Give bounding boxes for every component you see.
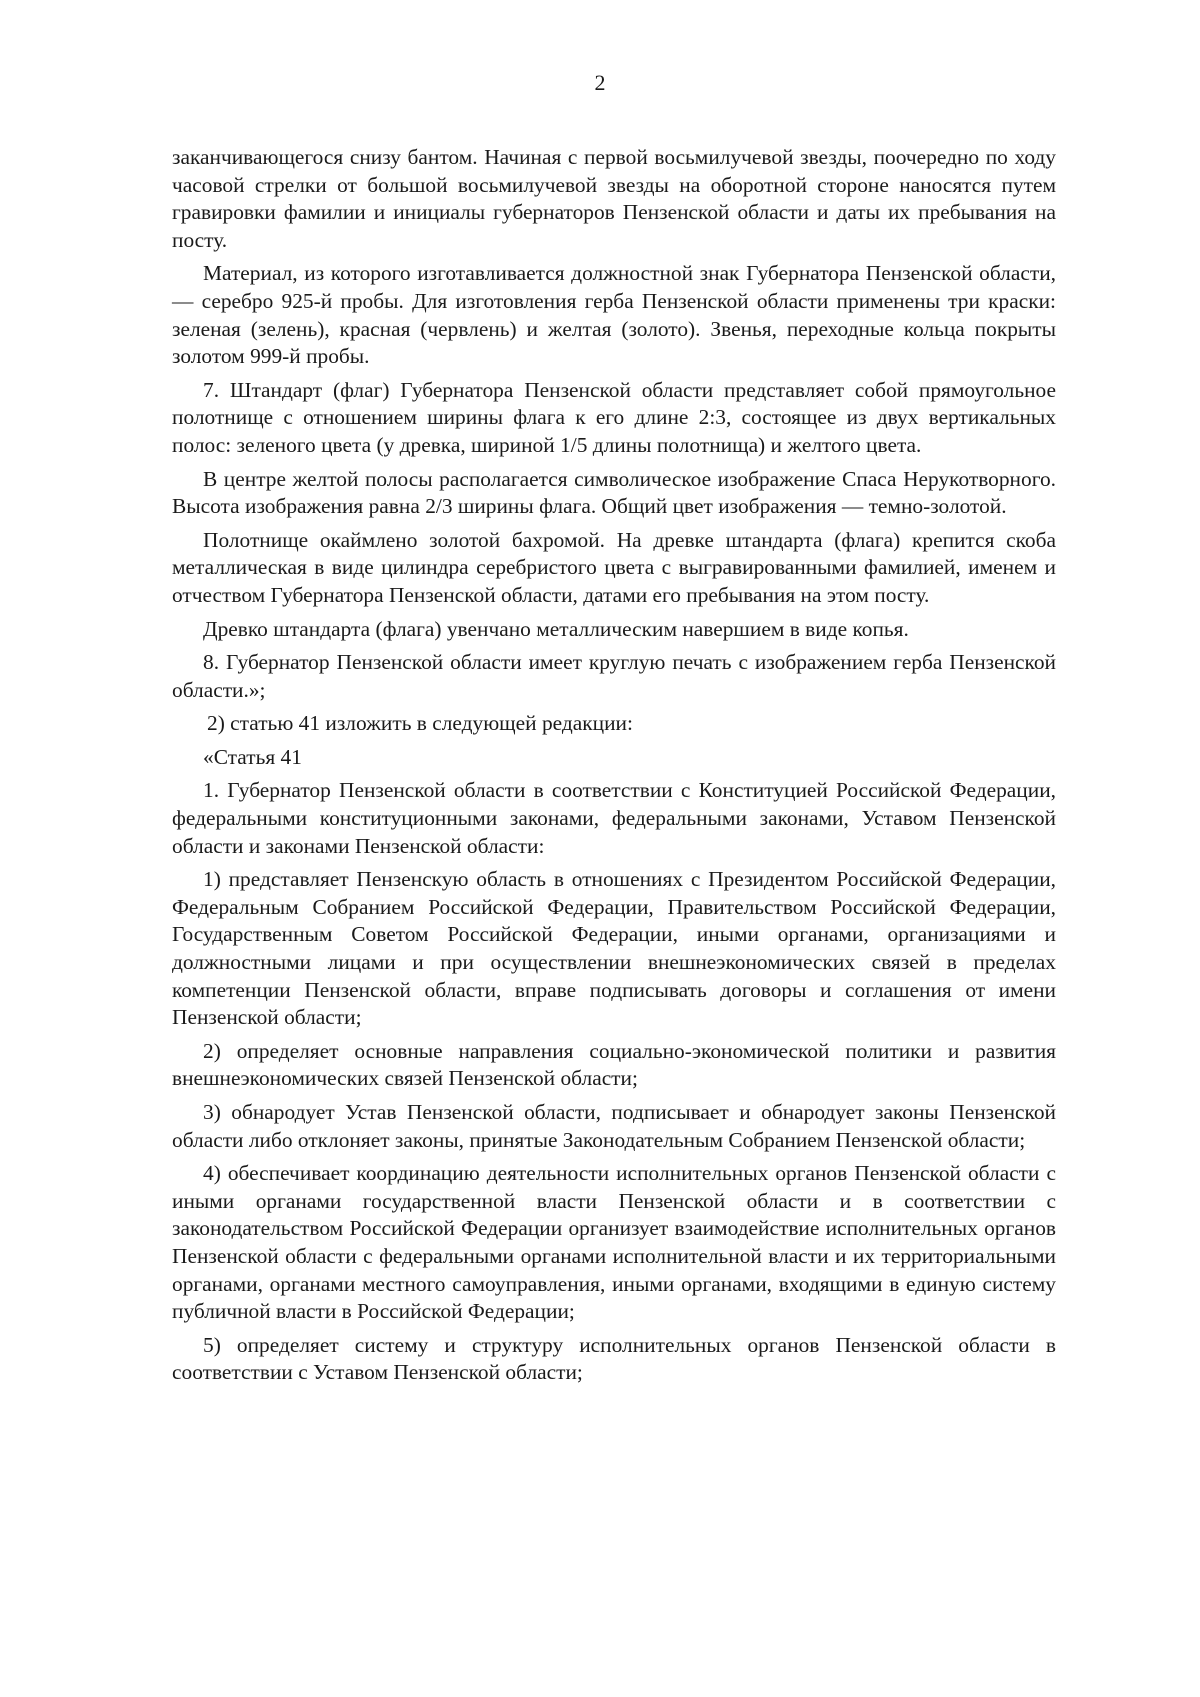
paragraph-continuation: заканчивающегося снизу бантом. Начиная с первой восьмилучевой звезды, поочередно по ходу часовой стрелки от большой восьмилучевой звезды на оборотной стороне наносятся путем гравировки фамилии и инициалы губернаторов Пензенской области и даты их пребывания на посту. — [172, 145, 1056, 252]
paragraph-standard-image: В центре желтой полосы располагается символическое изображение Спаса Нерукотворного. Высота изображения равна 2/3 ширины флага. Общий цвет изображения — темно-золотой. — [172, 466, 1056, 519]
paragraph-article-41-item-1: 1. Губернатор Пензенской области в соответствии с Конституцией Российской Федерации, федеральными конституционными законами, федеральными законами, Уставом Пензенской области и законами Пензенской области: — [172, 778, 1056, 858]
paragraph-staff: Древко штандарта (флага) увенчано металлическим навершием в виде копья. — [203, 616, 909, 641]
article-heading: «Статья 41 — [203, 744, 302, 769]
document-body — [172, 144, 1056, 1393]
paragraph-item-7-standard: 7. Штандарт (флаг) Губернатора Пензенской области представляет собой прямоугольное полотнище с отношением ширины флага к его длине 2:3, состоящее из двух вертикальных полос: зеленого цвета (у древка, шириной 1/5 длины полотнища) и желтого цвета. — [172, 377, 1056, 457]
paragraph-amendment-2: 2) статью 41 изложить в следующей редакции: — [207, 711, 633, 736]
list-item-5: 5) определяет систему и структуру исполнительных органов Пензенской области в соответствии с Уставом Пензенской области; — [172, 1332, 1056, 1385]
paragraph-material: Материал, из которого изготавливается должностной знак Губернатора Пензенской области, — серебро 925-й пробы. Для изготовления герба Пензенской области применены три краски: зеленая (зелень), красная (червлень) и желтая (золото). Звенья, переходные кольца покрыты золотом 999-й пробы. — [172, 261, 1056, 369]
paragraph-item-8-seal: 8. Губернатор Пензенской области имеет круглую печать с изображением герба Пензенской области.»; — [172, 650, 1056, 702]
list-item-4: 4) обеспечивает координацию деятельности исполнительных органов Пензенской области с иными органами государственной власти Пензенской области и в соответствии с законодательством Российской Федерации организует взаимодействие исполнительных органов Пензенской области с федеральными органами исполнительной власти и их территориальными органами, органами местного самоуправления, иными органами, входящими в единую систему публичной власти в Российской Федерации; — [172, 1161, 1056, 1324]
list-item-2: 2) определяет основные направления социально-экономической политики и развития внешнеэкономических связей Пензенской области; — [172, 1038, 1056, 1091]
paragraph-fringe: Полотнище окаймлено золотой бахромой. На древке штандарта (флага) крепится скоба металлическая в виде цилиндра серебристого цвета с выгравированными фамилией, именем и отчеством Губернатора Пензенской области, датами его пребывания на этом посту. — [172, 527, 1056, 607]
list-item-3: 3) обнародует Устав Пензенской области, подписывает и обнародует законы Пензенской области либо отклоняет законы, принятые Законодательным Собранием Пензенской области; — [172, 1100, 1056, 1152]
list-item-1: 1) представляет Пензенскую область в отношениях с Президентом Российской Федерации, Федеральным Собранием Российской Федерации, Правительством Российской Федерации, Государственным Советом Российской Федерации, иными органами, организациями и должностными лицами и при осуществлении внешнеэкономических связей в пределах компетенции Пензенской области, вправе подписывать договоры и соглашения от имени Пензенской области; — [172, 867, 1056, 1030]
page-number: 2 — [594, 70, 606, 95]
